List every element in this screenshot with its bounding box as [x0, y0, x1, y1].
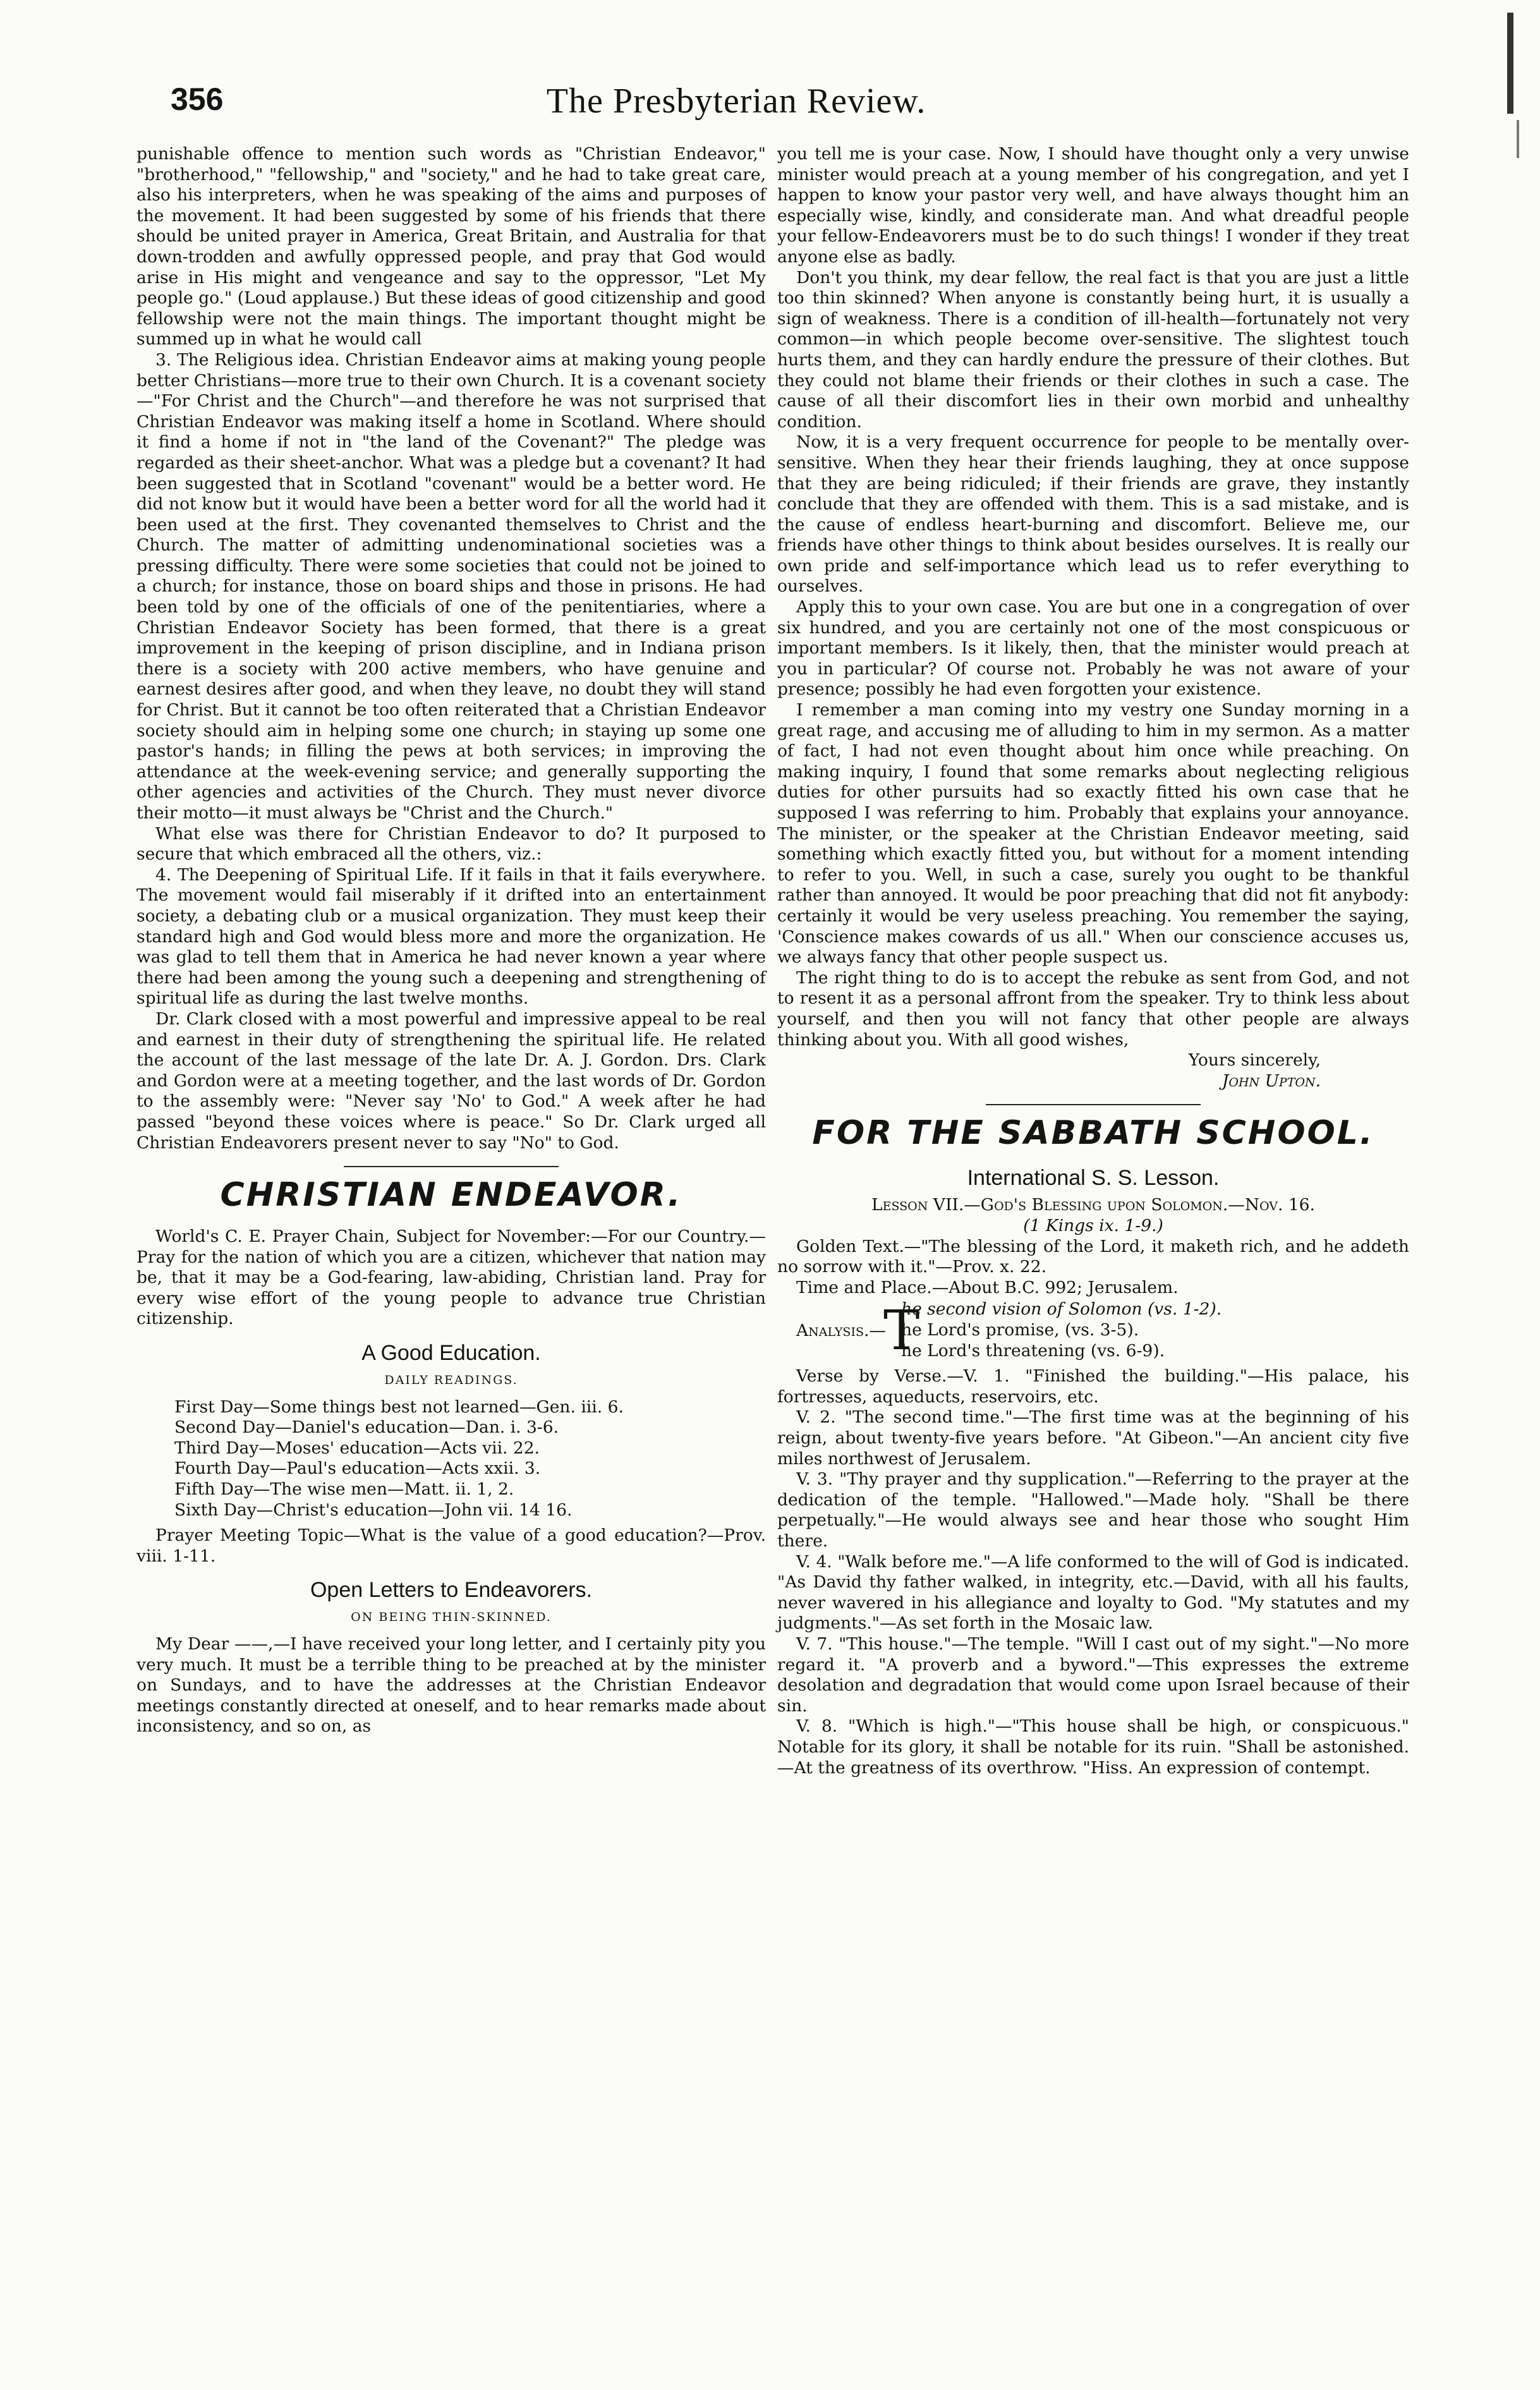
page-header [171, 81, 1302, 131]
article-paragraph: What else was there for Christian Endeavor to do? It purposed to secure that which embraced all the others, viz.: [136, 823, 766, 864]
verse-note: V. 4. "Walk before me."—A life conformed to the will of God is indicated. "As David thy father walked, in integrity, etc.—David, with all his faults, never wavered in his allegiance and loyalty to God. "My statutes and my judgments."—As set forth in the Mosaic law. [777, 1551, 1409, 1634]
verse-note: V. 2. "The second time."—The first time was at the beginning of his reign, about twenty-five years before. "At Gibeon."—An ancient city five miles northwest of Jerusalem. [777, 1407, 1409, 1469]
section-rule [344, 1166, 559, 1167]
page-edge-mark-small [1517, 120, 1519, 158]
right-column [777, 144, 1409, 1778]
left-column [136, 144, 766, 1737]
page-edge-mark [1507, 13, 1513, 114]
analysis-brace-glyph: T [883, 1299, 920, 1363]
letter-paragraph: you tell me is your case. Now, I should have thought only a very unwise minister would preach at a young member of his congregation, and yet I happen to know your pastor very well, and have always thought him an especially wise, kindly, and considerate man. And what dreadful people your fellow-Endeavorers must be to do such things! I wonder if they treat anyone else as badly. [777, 144, 1409, 267]
time-and-place: Time and Place.—About B.C. 992; Jerusalem. [796, 1277, 1179, 1297]
reading-item: Sixth Day—Christ's education—John vii. 14 16. [174, 1500, 573, 1520]
reading-item: First Day—Some things best not learned—Gen. iii. 6. [174, 1397, 624, 1417]
letter-paragraph: Don't you think, my dear fellow, the real fact is that you are just a little too thin skinned? When anyone is constantly being hurt, it is usually a sign of weakness. There is a condition of ill-health—fortunately not very common—in which people become over-sensitive. The slightest touch hurts them, and they can hardly endure the pressure of their clothes. But they could not blame their friends or their clothes in such a case. The cause of all their discomfort lies in their own morbid and unhealthy condition. [777, 267, 1409, 432]
prayer-chain-paragraph: World's C. E. Prayer Chain, Subject for November:—For our Country.—Pray for the nation of which you are a citizen, whichever that nation may be, that it may be a God-fearing, law-abiding, Christian land. Pray for every wise effort of the young people to advance true Christian citizenship. [136, 1227, 766, 1329]
article-paragraph: Dr. Clark closed with a most powerful and impressive appeal to be real and earnest in their duty of strengthening the spiritual life. He related the account of the last message of the late Dr. A. J. Gordon. Drs. Clark and Gordon were at a meeting together, and the last words of Dr. Gordon to the assembly were: "Never say 'No' to God." A week after he had passed "beyond these voices where is peace." So Dr. Clark urged all Christian Endeavorers present never to say "No" to God. [136, 1009, 766, 1153]
daily-readings-list [174, 1397, 766, 1521]
lesson-subtitle: Lesson VII.—God's Blessing upon Solomon.—Nov. 16. [871, 1195, 1315, 1215]
analysis-line: he second vision of Solomon (vs. 1-2). [901, 1299, 1222, 1319]
reading-item: Second Day—Daniel's education—Dan. i. 3-6. [174, 1417, 559, 1438]
letter-signature: John Upton. [1222, 1071, 1321, 1091]
open-letters-title: Open Letters to Endeavorers. [310, 1578, 593, 1603]
article-paragraph: 4. The Deepening of Spiritual Life. If it fails in that it fails everywhere. The movement would fail miserably if it drifted into an entertainment society, a debating club or a musical organization. They must keep their standard high and God would bless more and more the organization. He was glad to tell them that in America he had never known a year where there had been among the young such a deepening and strengthening of spiritual life as during the last twelve months. [136, 864, 766, 1009]
letter-closing: Yours sincerely, [1188, 1050, 1321, 1071]
page-number: 356 [171, 82, 224, 117]
reading-item: Third Day—Moses' education—Acts vii. 22. [174, 1438, 540, 1458]
letter-opening-paragraph: My Dear ——,—I have received your long letter, and I certainly pity you very much. It must be a terrible thing to be preached at by the minister on Sundays, and to have the addresses at the Christian Endeavor meetings constantly directed at oneself, and to hear remarks made about inconsistency, and so on, as [136, 1634, 766, 1737]
verse-note: V. 3. "Thy prayer and thy supplication."—Referring to the prayer at the dedication of the temple. "Hallowed."—Made holy. "Shall be there perpetually."—He would always see and hear those who sought Him there. [777, 1469, 1409, 1551]
sabbath-school-heading: FOR THE SABBATH SCHOOL. [812, 1114, 1374, 1153]
letter-paragraph: The right thing to do is to accept the rebuke as sent from God, and not to resent it as a personal affront from the speaker. Try to think less about yourself, and then you will not fancy that other people are always thinking about you. With all good wishes, [777, 968, 1409, 1050]
section-rule [986, 1104, 1201, 1105]
article-paragraph: punishable offence to mention such words as "Christian Endeavor," "brotherhood," "fellowship," and "society," and he had to take great care, also his interpreters, when he was speaking of the aims and purposes of the movement. It had been suggested by some of his friends that there should be united prayer in America, Great Britain, and Australia for that down-trodden and awfully oppressed people, and pray that God would arise in His might and vengeance and say to the oppressor, "Let My people go." (Loud applause.) But these ideas of good citizenship and good fellowship were not the main things. The important thought might be summed up in what he would call [136, 144, 766, 349]
analysis-label: Analysis.— [796, 1321, 886, 1341]
open-letters-caption: ON BEING THIN-SKINNED. [351, 1610, 552, 1625]
letter-paragraph: Apply this to your own case. You are but one in a congregation of over six hundred, and you are certainly not one of the most conspicuous or important members. Is it likely, then, that the minister would preach at you in particular? Of course not. Probably he was not aware of your presence; possibly he had even forgotten your existence. [777, 597, 1409, 700]
christian-endeavor-heading: CHRISTIAN ENDEAVOR. [220, 1176, 682, 1215]
prayer-meeting-topic: Prayer Meeting Topic—What is the value of a good education?—Prov. viii. 1-11. [136, 1526, 766, 1566]
reading-item: Fifth Day—The wise men—Matt. ii. 1, 2. [174, 1479, 514, 1500]
reading-item: Fourth Day—Paul's education—Acts xxii. 3. [174, 1459, 541, 1479]
lesson-reference: (1 Kings ix. 1-9.) [1023, 1215, 1163, 1235]
verse-note: V. 8. "Which is high."—"This house shall be high, or conspicuous." Notable for its glory, it shall be notable for its ruin. "Shall be astonished.—At the greatness of its overthrow. "Hiss. An expression of contempt. [777, 1716, 1409, 1778]
daily-readings-caption: DAILY READINGS. [384, 1373, 518, 1388]
journal-title: The Presbyterian Review. [546, 82, 926, 121]
letter-paragraph: I remember a man coming into my vestry one Sunday morning in a great rage, and accusing me of alluding to him in my sermon. As a matter of fact, I had not even thought about him once while preaching. On making inquiry, I found that some remarks about neglecting religious duties for other pursuits had so exactly fitted his own case that he supposed I was referring to him. Probably that explains your annoyance. The minister, or the speaker at the Christian Endeavor meeting, said something which exactly fitted you, but without for a moment intending to refer to you. Well, in such a case, surely you ought to be thankful rather than annoyed. It would be poor preaching that did not fit anybody: certainly it would be very useless preaching. You remember the saying, 'Conscience makes cowards of us all." When our conscience accuses us, we always fancy that other people suspect us. [777, 700, 1409, 968]
golden-text: Golden Text.—"The blessing of the Lord, it maketh rich, and he addeth no sorrow with it."—Prov. x. 22. [777, 1236, 1409, 1277]
analysis-line: he Lord's threatening (vs. 6-9). [901, 1341, 1165, 1361]
verse-note: Verse by Verse.—V. 1. "Finished the building."—His palace, his fortresses, aqueducts, reservoirs, etc. [777, 1366, 1409, 1407]
lesson-title: International S. S. Lesson. [967, 1166, 1220, 1191]
lesson-analysis [777, 1299, 1409, 1365]
letter-paragraph: Now, it is a very frequent occurrence for people to be mentally over-sensitive. When they hear their friends laughing, they at once suppose that they are being ridiculed; if their friends are grave, they instantly conclude that they are offended with them. This is a sad mistake, and is the cause of endless heart-burning and discomfort. Believe me, our friends have other things to think about besides ourselves. It is really our own pride and self-importance which lead us to refer everything to ourselves. [777, 432, 1409, 597]
article-paragraph: 3. The Religious idea. Christian Endeavor aims at making young people better Christians—more true to their own Church. It is a covenant society—"For Christ and the Church"—and therefore he was not surprised that Christian Endeavor was making itself a home in Scotland. Where should it find a home if not in "the land of the Covenant?" The pledge was regarded as their sheet-anchor. What was a pledge but a covenant? It had been suggested that in Scotland "covenant" would be a better word. He did not know but it would have been a better word for all the world had it been used at the first. They covenanted themselves to Christ and the Church. The matter of admitting undenominational societies was a pressing difficulty. There were some societies that could not be joined to a church; for instance, those on board ships and those in prisons. He had been told by one of the officials of one of the penitentiaries, where a Christian Endeavor Society has been formed, that there is a great improvement in the keeping of prison discipline, and in Indiana prison there is a society with 200 active members, who have genuine and earnest desires after good, and when they leave, no doubt they will stand for Christ. But it cannot be too often reiterated that a Christian Endeavor society should aim in helping some one church; in staying up some one pastor's hands; in filling the pews at both services; in improving the attendance at the week-evening service; and generally supporting the other agencies and activities of the Church. They must never divorce their motto—it must always be "Christ and the Church." [136, 349, 766, 823]
analysis-line: he Lord's promise, (vs. 3-5). [901, 1320, 1139, 1340]
good-education-title: A Good Education. [361, 1341, 541, 1366]
verse-note: V. 7. "This house."—The temple. "Will I cast out of my sight."—No more regard it. "A proverb and a byword."—This expresses the extreme desolation and degradation that would come upon Israel because of their sin. [777, 1634, 1409, 1716]
